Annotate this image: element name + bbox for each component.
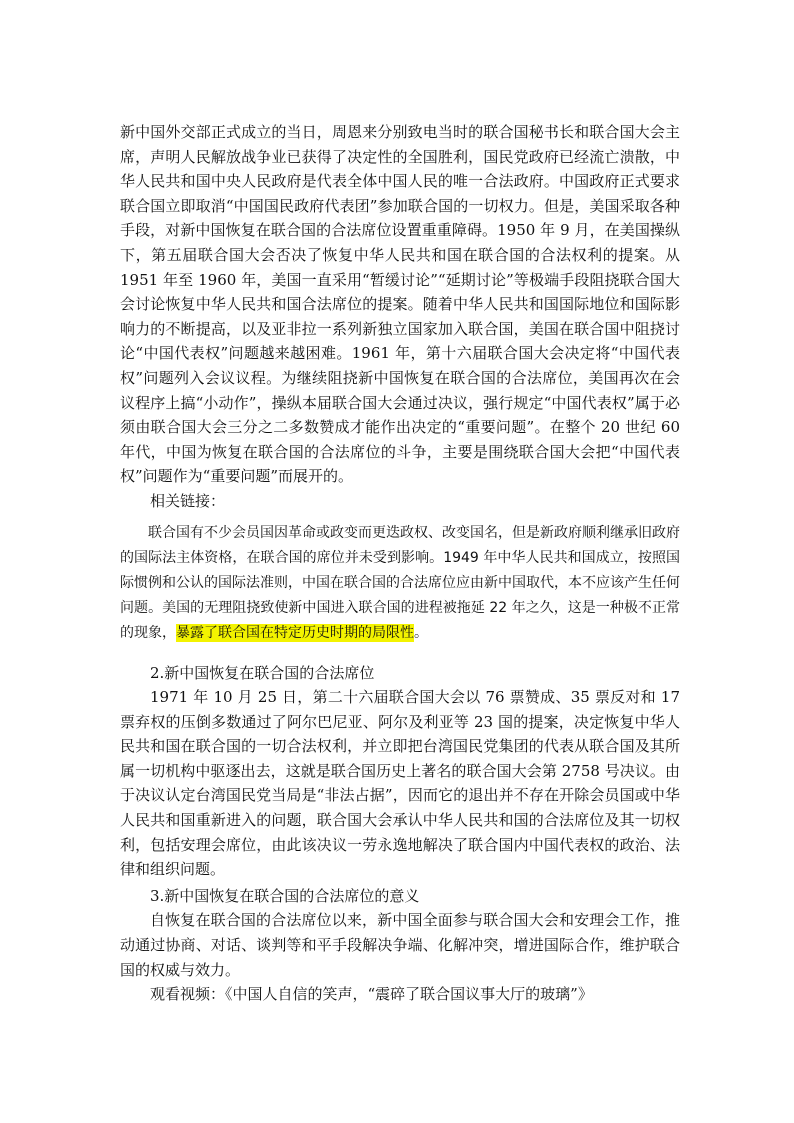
document-content — [120, 120, 680, 1007]
video-reference: 观看视频：《中国人自信的笑声，“震碎了联合国议事大厅的玻璃”》 — [150, 985, 593, 1004]
highlighted-quote-text: 暴露了联合国在特定历史时期的局限性 — [176, 625, 414, 642]
quote-main-text: 联合国有不少会员国因革命或政变而更迭政权、改变国名，但是新政府顺利继承旧政府的国际法主体资格，在联合国的席位并未受到影响。1949 年中华人民共和国成立，按照国际惯例和公认的国际法准则，中国在联合国的合法席位应由新中国取代，本不应该产生任何问题。美国的无理阻挠致使新中国进入联合国的进程被拖延 22 年之久，这是一种极不正常的现象， — [120, 524, 680, 642]
related-links-label: 相关链接： — [150, 491, 226, 510]
section-2-body: 1971 年 10 月 25 日，第二十六届联合国大会以 76 票赞成、35 票反对和 17 票弃权的压倒多数通过了阿尔巴尼亚、阿尔及利亚等 23 国的提案，决定恢复中华人民共和国在联合国的一切合法权利，并立即把台湾国民党集团的代表从联合国及其所属一切机构中驱逐出去，这就是联合国历史上著名的联合国大会第 2758 号决议。由于决议认定台湾国民党当局是“非法占据”，因而它的退出并不存在开除会员国或中华人民共和国重新进入的问题，联合国大会承认中华人民共和国的合法席位及其一切权利，包括安理会席位，由此该决议一劳永逸地解决了联合国内中国代表权的政治、法律和组织问题。 — [120, 688, 680, 879]
section-3-body: 自恢复在联合国的合法席位以来，新中国全面参与联合国大会和安理会工作，推动通过协商、对话、谈判等和平手段解决争端、化解冲突，增进国际合作，维护联合国的权威与效力。 — [120, 911, 680, 979]
related-links-quote — [120, 521, 680, 647]
section-2-title: 2.新中国恢复在联合国的合法席位 — [150, 663, 375, 682]
quote-end-punctuation: 。 — [414, 625, 428, 642]
intro-paragraph: 新中国外交部正式成立的当日，周恩来分别致电当时的联合国秘书长和联合国大会主席，声明人民解放战争业已获得了决定性的全国胜利，国民党政府已经流亡溃散，中华人民共和国中央人民政府是代表全体中国人民的唯一合法政府。中国政府正式要求联合国立即取消“中国国民政府代表团”参加联合国的一切权力。但是，美国采取各种手段，对新中国恢复在联合国的合法席位设置重重障碍。1950 年 9 月，在美国操纵下，第五届联合国大会否决了恢复中华人民共和国在联合国的合法权利的提案。从 1951 年至 1960 年，美国一直采用“暂缓讨论”“延期讨论”等极端手段阻挠联合国大会讨论恢复中华人民共和国合法席位的提案。随着中华人民共和国国际地位和国际影响力的不断提高，以及亚非拉一系列新独立国家加入联合国，美国在联合国中阻挠讨论“中国代表权”问题越来越困难。1961 年，第十六届联合国大会决定将“中国代表权”问题列入会议议程。为继续阻挠新中国恢复在联合国的合法席位，美国再次在会议程序上搞“小动作”，操纵本届联合国大会通过决议，强行规定“中国代表权”属于必须由联合国大会三分之二多数赞成才能作出决定的“重要问题”。在整个 20 世纪 60 年代，中国为恢复在联合国的合法席位的斗争，主要是围绕联合国大会把“中国代表权”问题作为“重要问题”而展开的。 — [120, 123, 680, 486]
section-3-title: 3.新中国恢复在联合国的合法席位的意义 — [150, 886, 420, 905]
